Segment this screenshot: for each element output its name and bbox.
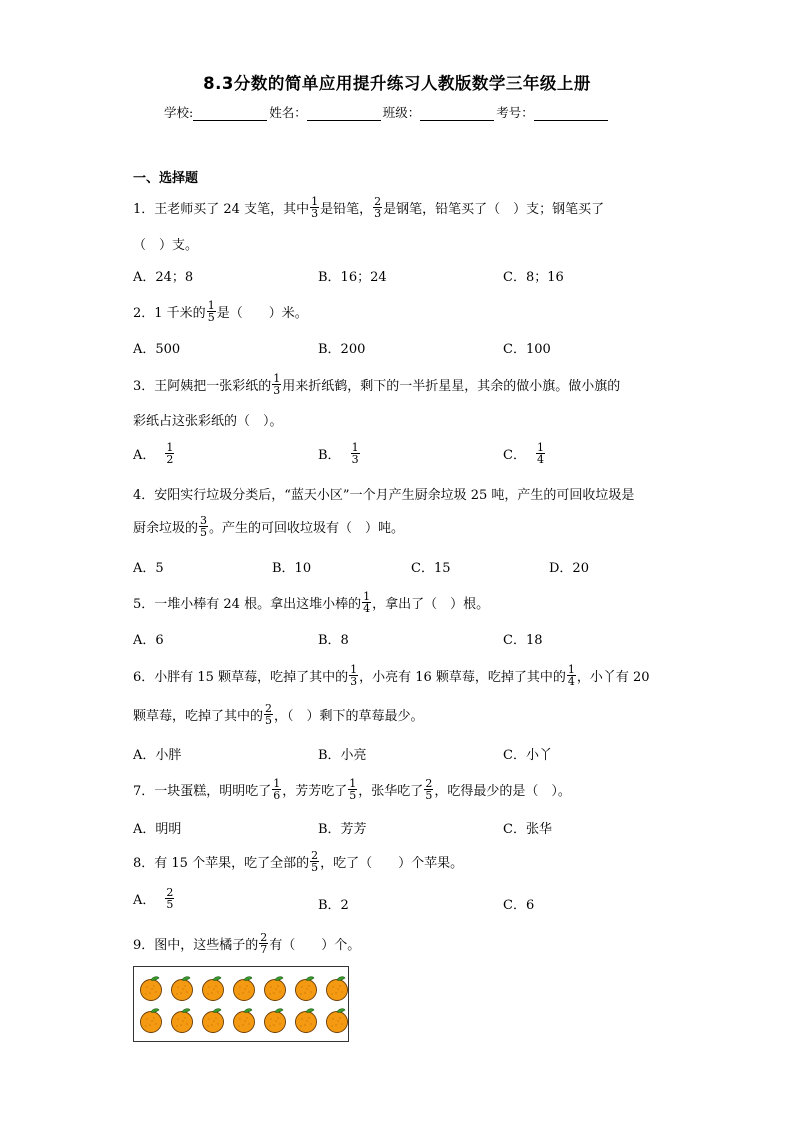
q8-frac-num: 2 (311, 849, 319, 862)
q8-option-a-label: A． (133, 893, 156, 908)
q5-fraction (362, 591, 371, 614)
orange-icon (200, 975, 226, 1001)
orange-icon (231, 975, 257, 1001)
q6-fraction-3 (264, 703, 273, 726)
q3-optb-num: 1 (351, 441, 359, 454)
q6-text-c: ，小丫有 20 (576, 670, 650, 685)
q6-frac2-num: 1 (567, 663, 575, 676)
q6-frac3-den: 5 (265, 714, 273, 727)
question-4 (133, 515, 404, 538)
q6-fraction-2 (567, 664, 576, 687)
question-1 (133, 196, 604, 219)
q3-optc-den: 4 (536, 453, 544, 466)
q6-text-a: 6．小胖有 15 颗草莓，吃掉了其中的 (133, 670, 349, 685)
school-blank[interactable] (193, 106, 267, 121)
q8-option-c[interactable]: C．6 (503, 898, 535, 913)
q3-text-line2: 彩纸占这张彩纸的（ ）。 (133, 414, 283, 429)
q3-frac-num: 1 (273, 372, 281, 385)
q6-option-a[interactable]: A．小胖 (133, 748, 182, 763)
q4-frac-num: 3 (200, 514, 208, 527)
question-6-line2 (133, 703, 424, 726)
q4-option-c[interactable]: C．15 (411, 561, 451, 576)
q4-text-b: 。产生的可回收垃圾有（ ）吨。 (209, 521, 405, 536)
q2-text-a: 2．1 千米的 (133, 306, 206, 321)
q7-fraction-3 (424, 778, 433, 801)
q1-text-b: 是铅笔， (320, 202, 373, 217)
orange-icon (293, 1007, 319, 1033)
q3-option-a-fraction (165, 442, 174, 465)
student-info-row (164, 103, 610, 121)
q8-option-a[interactable] (133, 887, 175, 910)
q8-opta-den: 5 (166, 898, 174, 911)
name-label: 姓名： (269, 105, 307, 120)
q9-text-a: 9．图中，这些橘子的 (133, 938, 259, 953)
q7-frac1-num: 1 (273, 777, 281, 790)
q3-option-b[interactable] (318, 442, 361, 465)
q6-frac1-num: 1 (350, 663, 358, 676)
q2-option-a[interactable]: A．500 (133, 342, 181, 357)
name-blank[interactable] (307, 106, 381, 121)
q6-frac3-num: 2 (265, 702, 273, 715)
orange-icon (262, 975, 288, 1001)
q9-fraction (259, 932, 268, 955)
q7-option-a[interactable]: A．明明 (133, 822, 182, 837)
q4-option-a[interactable]: A．5 (133, 561, 164, 576)
q2-text-b: 是（ ）米。 (216, 306, 308, 321)
question-7 (133, 778, 571, 801)
q5-text-b: ，拿出了（ ）根。 (372, 597, 490, 612)
q2-frac-num: 1 (207, 299, 215, 312)
section-title: 一、选择题 (133, 171, 199, 186)
q4-text-line1: 4．安阳实行垃圾分类后，“蓝天小区”一个月产生厨余垃圾 25 吨，产生的可回收垃圾是 (133, 488, 635, 503)
exam-number-blank[interactable] (534, 106, 608, 121)
q6-frac2-den: 4 (567, 675, 575, 688)
q8-option-b[interactable]: B．2 (318, 898, 349, 913)
orange-icon (324, 975, 350, 1001)
q6-text-d: 颗草莓，吃掉了其中的 (133, 709, 264, 724)
q2-option-c[interactable]: C．100 (503, 342, 551, 357)
q2-fraction (207, 300, 216, 323)
q8-opta-num: 2 (166, 886, 174, 899)
q5-text-a: 5．一堆小棒有 24 根。拿出这堆小棒的 (133, 597, 362, 612)
q3-option-c-label: C． (503, 448, 526, 463)
q9-frac-num: 2 (260, 931, 268, 944)
q5-frac-den: 4 (363, 602, 371, 615)
q7-frac3-den: 5 (425, 789, 433, 802)
q1-frac1-num: 1 (311, 195, 319, 208)
q3-opta-den: 2 (166, 453, 174, 466)
q1-frac2-num: 2 (374, 195, 382, 208)
orange-icon (138, 1007, 164, 1033)
q7-text-a: 7．一块蛋糕，明明吃了 (133, 784, 272, 799)
q1-frac1-den: 3 (311, 207, 319, 220)
question-9 (133, 932, 360, 955)
q3-fraction (272, 373, 281, 396)
q1-fraction-1 (310, 196, 319, 219)
class-blank[interactable] (420, 106, 494, 121)
q5-frac-num: 1 (363, 590, 371, 603)
q7-text-c: ，张华吃了 (358, 784, 424, 799)
q3-text-a: 3．王阿姨把一张彩纸的 (133, 379, 272, 394)
q1-fraction-2 (373, 196, 382, 219)
q7-option-c[interactable]: C．张华 (503, 822, 552, 837)
orange-icon (200, 1007, 226, 1033)
q6-text-b: ，小亮有 16 颗草莓，吃掉了其中的 (359, 670, 566, 685)
q8-text-a: 8．有 15 个苹果，吃了全部的 (133, 856, 310, 871)
q7-frac3-num: 2 (425, 777, 433, 790)
q6-text-e: ，（ ）剩下的草莓最少。 (274, 709, 424, 724)
orange-icon (262, 1007, 288, 1033)
orange-icon (293, 975, 319, 1001)
q8-text-b: ，吃了（ ）个苹果。 (320, 856, 464, 871)
q3-option-b-fraction (351, 442, 360, 465)
q3-option-c[interactable] (503, 442, 546, 465)
orange-icon (231, 1007, 257, 1033)
school-label: 学校: (164, 105, 194, 120)
question-5 (133, 591, 489, 614)
q1-option-a[interactable]: A．24；8 (133, 270, 194, 285)
q1-option-b[interactable]: B．16；24 (318, 270, 387, 285)
q3-option-b-label: B． (318, 448, 341, 463)
q8-option-a-fraction (165, 887, 174, 910)
page-title: 8.3分数的简单应用提升练习人教版数学三年级上册 (203, 74, 591, 93)
question-3 (133, 373, 620, 396)
q7-frac2-num: 1 (349, 777, 357, 790)
q1-text-a: 1．王老师买了 24 支笔，其中 (133, 202, 310, 217)
q7-frac1-den: 6 (273, 789, 281, 802)
q6-option-c[interactable]: C．小丫 (503, 748, 552, 763)
orange-icon (324, 1007, 350, 1033)
q3-optc-num: 1 (536, 441, 544, 454)
q7-fraction-1 (272, 778, 281, 801)
q1-text-c: 是钢笔，铅笔买了（ ）支；钢笔买了 (383, 202, 605, 217)
q4-frac-den: 5 (200, 526, 208, 539)
q6-option-b[interactable]: B．小亮 (318, 748, 367, 763)
orange-icon (169, 975, 195, 1001)
orange-icon (138, 975, 164, 1001)
q2-frac-den: 5 (207, 311, 215, 324)
q7-text-b: ，芳芳吃了 (282, 784, 348, 799)
q6-frac1-den: 3 (350, 675, 358, 688)
q9-frac-den: 7 (260, 943, 268, 956)
class-label: 班级： (382, 105, 421, 120)
q2-option-b[interactable]: B．200 (318, 342, 366, 357)
question-6-line1 (133, 664, 650, 687)
q4-option-b[interactable]: B．10 (272, 561, 312, 576)
q3-option-c-fraction (536, 442, 545, 465)
q3-optb-den: 3 (351, 453, 359, 466)
question-8 (133, 850, 463, 873)
q4-fraction (199, 515, 208, 538)
q8-frac-den: 5 (311, 861, 319, 874)
q3-frac-den: 3 (273, 384, 281, 397)
q3-opta-num: 1 (166, 441, 174, 454)
question-2 (133, 300, 308, 323)
orange-icon (169, 1007, 195, 1033)
q5-option-c[interactable]: C．18 (503, 633, 543, 648)
exam-number-label: 考号： (496, 105, 534, 120)
q5-option-a[interactable]: A．6 (133, 633, 164, 648)
q9-text-b: 有（ ）个。 (269, 938, 361, 953)
q3-option-a[interactable] (133, 442, 175, 465)
oranges-figure (133, 966, 349, 1042)
q5-option-b[interactable]: B．8 (318, 633, 349, 648)
q8-fraction (310, 850, 319, 873)
q7-fraction-2 (348, 778, 357, 801)
q1-option-c[interactable]: C．8；16 (503, 270, 564, 285)
q7-option-b[interactable]: B．芳芳 (318, 822, 367, 837)
q3-option-a-label: A． (133, 448, 156, 463)
q4-text-a: 厨余垃圾的 (133, 521, 199, 536)
q7-text-d: ，吃得最少的是（ ）。 (434, 784, 571, 799)
q7-frac2-den: 5 (349, 789, 357, 802)
q4-option-d[interactable]: D．20 (549, 561, 589, 576)
q3-text-b: 用来折纸鹤，剩下的一半折星星，其余的做小旗。做小旗的 (282, 379, 621, 394)
q1-text-line2: （ ）支。 (133, 238, 199, 253)
q6-fraction-1 (349, 664, 358, 687)
q1-frac2-den: 3 (374, 207, 382, 220)
